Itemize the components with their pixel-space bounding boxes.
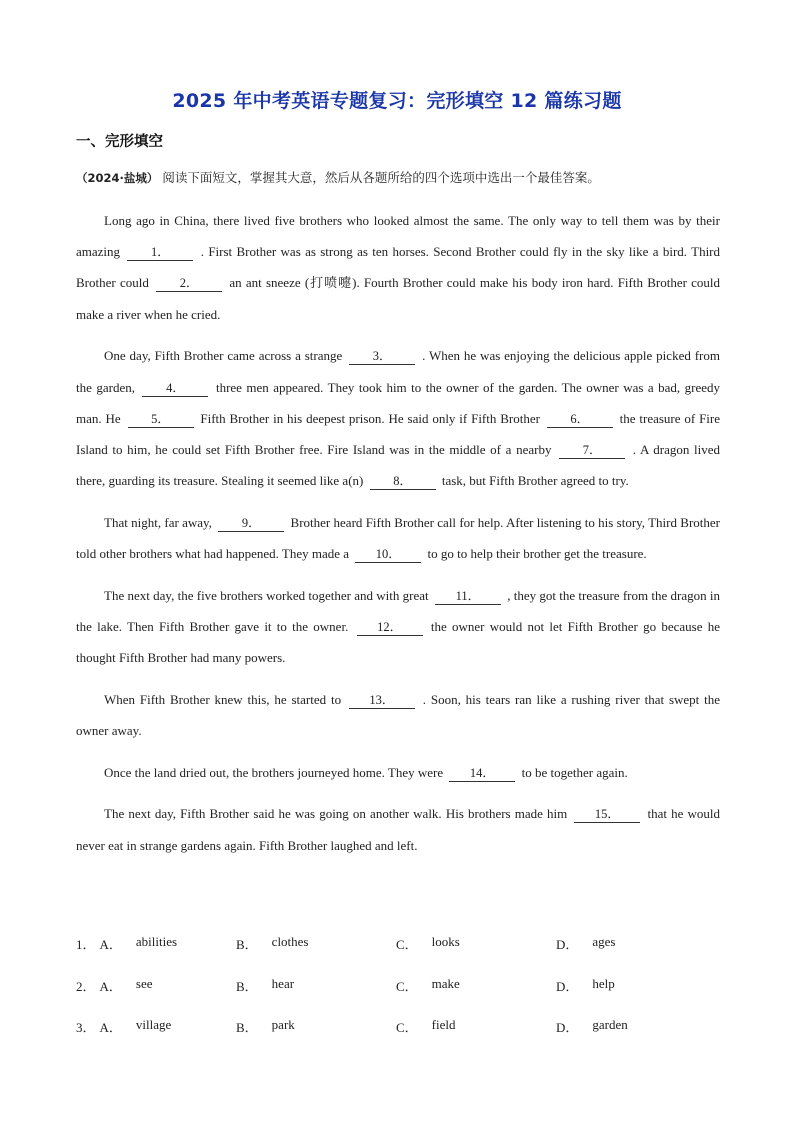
option-letter: D． (556, 1020, 579, 1035)
option-b[interactable] (236, 976, 396, 995)
question-number: 1． (76, 937, 96, 952)
passage-text: . Soon, his tears ran like a rushing river that swept the owner away. (76, 691, 720, 739)
passage-text: Long ago in China, there lived five brothers who looked almost the same. The only way to tell them was by their amazing (76, 213, 720, 260)
passage-text: to be together again. (521, 764, 628, 780)
option-text: make (431, 975, 460, 991)
option-a[interactable] (76, 976, 236, 995)
passage (76, 205, 720, 871)
passage-text: the owner would not let Fifth Brother go because he thought Fifth Brother had many powers. (76, 618, 721, 666)
option-b[interactable] (236, 1017, 396, 1036)
question-source: （2024·盐城） (76, 171, 159, 185)
passage-text: Brother heard Fifth Brother call for help. After listening to his story, Third Brother told other brothers what had happened. They made a (76, 514, 720, 562)
option-a[interactable] (76, 934, 236, 953)
option-letter: B． (236, 978, 258, 994)
passage-text: task, but Fifth Brother agreed to try. (441, 473, 629, 489)
blank-2: 2． (156, 275, 222, 292)
option-text: field (431, 1017, 456, 1032)
option-letter: B． (236, 937, 258, 952)
blank-13: 13． (349, 692, 415, 709)
paragraph (76, 684, 720, 746)
option-d[interactable] (556, 934, 716, 953)
blank-4: 4． (142, 380, 208, 397)
blank-11: 11． (435, 588, 501, 605)
option-letter: C． (396, 937, 418, 952)
option-text: clothes (271, 934, 309, 949)
passage-text: the treasure of Fire Island to him, he could set Fifth Brother free. Fire Island was in the middle of a nearby (76, 410, 721, 457)
passage-text: , they got the treasure from the dragon in the lake. Then Fifth Brother gave it to the owner. (76, 587, 721, 634)
answer-options (76, 934, 736, 1059)
option-d[interactable] (556, 1017, 716, 1036)
blank-15: 15． (574, 806, 640, 823)
page-title: 2025 年中考英语专题复习：完形填空 12 篇练习题 (172, 90, 622, 112)
option-text: help (592, 975, 615, 991)
option-text: park (271, 1017, 295, 1032)
option-text: village (135, 1017, 172, 1032)
option-c[interactable] (396, 934, 556, 953)
passage-text: The next day, Fifth Brother said he was going on another walk. His brothers made him (104, 806, 568, 822)
passage-text: three men appeared. They took him to the owner of the garden. The owner was a bad, greedy man. He (76, 379, 721, 426)
paragraph (76, 757, 720, 788)
question-row (76, 1017, 736, 1059)
passage-text: When Fifth Brother knew this, he started to (104, 691, 342, 707)
option-d[interactable] (556, 976, 716, 995)
option-c[interactable] (396, 1017, 556, 1036)
passage-text: The next day, the five brothers worked together and with great (104, 587, 429, 603)
blank-5: 5． (128, 411, 194, 428)
blank-6: 6． (547, 411, 613, 428)
passage-text: to go to help their brother get the treasure. (427, 546, 647, 562)
passage-text: Fifth Brother in his deepest prison. He said only if Fifth Brother (200, 410, 540, 426)
option-text: hear (271, 975, 295, 991)
paragraph (76, 205, 720, 330)
passage-text: an ant sneeze (打喷嚏). Fourth Brother could make his body iron hard. Fifth Brother could make a river when he cried. (76, 275, 721, 322)
blank-12: 12． (357, 619, 423, 636)
section-heading: 一、完形填空 (76, 134, 163, 150)
blank-10: 10． (355, 546, 421, 563)
blank-3: 3． (349, 348, 415, 365)
option-letter: C． (396, 978, 418, 994)
option-letter: A． (99, 978, 122, 994)
question-number: 2． (76, 978, 96, 994)
passage-text: . When he was enjoying the delicious apple picked from the garden, (76, 348, 720, 395)
option-letter: A． (99, 937, 122, 952)
option-b[interactable] (236, 934, 396, 953)
instruction-text: 阅读下面短文，掌握其大意，然后从各题所给的四个选项中选出一个最佳答案。 (162, 170, 600, 185)
option-text: see (135, 975, 153, 991)
blank-14: 14． (449, 765, 515, 782)
option-letter: D． (556, 937, 579, 952)
option-letter: D． (556, 978, 579, 994)
passage-text: . First Brother was as strong as ten horses. Second Brother could fly in the sky like a bird. Third Brother could (76, 244, 721, 291)
option-text: looks (431, 934, 460, 949)
passage-text: that he would never eat in strange gardens again. Fifth Brother laughed and left. (76, 806, 721, 853)
paragraph (76, 507, 720, 569)
option-letter: A． (99, 1020, 122, 1035)
blank-9: 9． (218, 515, 284, 532)
blank-1: 1． (127, 244, 193, 261)
question-row (76, 976, 736, 1018)
option-c[interactable] (396, 976, 556, 995)
paragraph (76, 798, 720, 860)
passage-text: That night, far away, (104, 514, 212, 530)
blank-7: 7． (559, 442, 625, 459)
option-letter: C． (396, 1020, 418, 1035)
paragraph (76, 340, 720, 496)
blank-8: 8． (370, 473, 436, 490)
option-text: garden (592, 1017, 628, 1032)
option-text: ages (592, 934, 616, 949)
passage-text: One day, Fifth Brother came across a strange (104, 348, 343, 364)
option-a[interactable] (76, 1017, 236, 1036)
option-letter: B． (236, 1020, 258, 1035)
instruction-line (76, 168, 600, 186)
paragraph (76, 580, 720, 674)
passage-text: Once the land dried out, the brothers journeyed home. They were (104, 764, 444, 780)
option-text: abilities (135, 934, 178, 949)
passage-text: . A dragon lived there, guarding its treasure. Stealing it seemed like a(n) (76, 441, 721, 489)
question-number: 3． (76, 1020, 96, 1035)
question-row (76, 934, 736, 976)
